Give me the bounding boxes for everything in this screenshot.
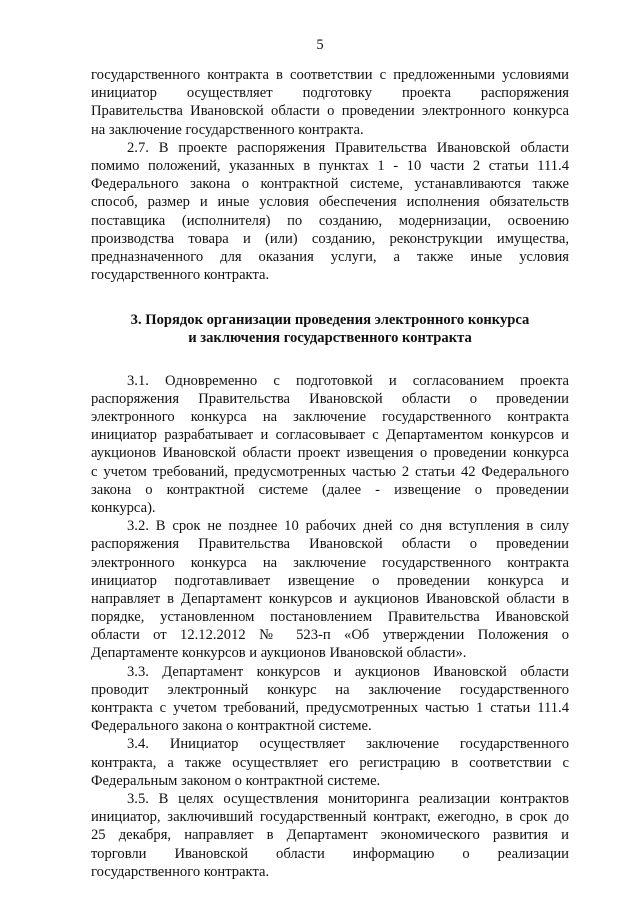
document-body xyxy=(91,66,569,881)
text-line: Федерального закона о контрактной системе, устанавливаются также xyxy=(91,176,569,193)
text-line: 3.3. Департамент конкурсов и аукционов Ивановской области xyxy=(127,663,569,680)
page-number: 5 xyxy=(316,37,324,53)
text-line: инициатор разрабатывает и согласовывает с Департаментом конкурсов и xyxy=(91,427,569,444)
text-line: контракта, а также осуществляет его регистрацию в соответствии с xyxy=(91,754,569,771)
text-line: 2.7. В проекте распоряжения Правительства Ивановской области xyxy=(127,139,569,156)
text-line: инициатор подготавливает извещение о проведении конкурса и xyxy=(91,572,569,589)
text-line: конкурса). xyxy=(91,499,156,516)
text-line: на заключение государственного контракта. xyxy=(91,121,364,138)
text-line: производства товара и (или) созданию, реконструкции имущества, xyxy=(91,230,569,247)
heading-line: и заключения государственного контракта xyxy=(188,330,472,347)
text-line: Департаменте конкурсов и аукционов Ивановской области». xyxy=(91,645,467,662)
text-line: помимо положений, указанных в пунктах 1 - 10 части 2 статьи 111.4 xyxy=(91,157,569,174)
section-heading xyxy=(91,311,569,347)
paragraph-3-4 xyxy=(91,735,569,790)
text-line: торговли Ивановской области информацию о реализации xyxy=(91,845,569,862)
text-line: аукционов Ивановской области проект извещения о проведении конкурса xyxy=(91,445,569,462)
text-line: электронного конкурса на заключение государственного контракта xyxy=(91,409,569,425)
text-line: проводит электронный конкурс на заключение государственного xyxy=(91,681,569,698)
heading-line: 3. Порядок организации проведения электронного конкурса xyxy=(130,312,530,329)
text-line: инициатор осуществляет подготовку проекта распоряжения xyxy=(91,85,569,102)
text-line: способ, размер и иные условия обеспечения исполнения обязательств xyxy=(91,194,569,211)
text-line: 25 декабря, направляет в Департамент экономического развития и xyxy=(91,827,569,844)
text-line: электронного конкурса на заключение государственного контракта xyxy=(91,554,569,571)
text-line: с учетом требований, предусмотренных частью 2 статьи 42 Федерального xyxy=(91,463,569,480)
text-line: инициатор, заключивший государственный контракт, ежегодно, в срок до xyxy=(91,809,569,826)
text-line: 3.5. В целях осуществления мониторинга реализации контрактов xyxy=(127,790,569,807)
text-line: поставщика (исполнителя) по созданию, модернизации, освоению xyxy=(91,212,569,229)
text-line: Федеральным законом о контрактной системе. xyxy=(91,772,381,789)
text-line: распоряжения Правительства Ивановской области о проведении xyxy=(91,536,569,553)
text-line: Федерального закона о контрактной системе. xyxy=(91,718,372,735)
text-line: 3.2. В срок не позднее 10 рабочих дней со дня вступления в силу xyxy=(127,518,569,535)
text-line: государственного контракта. xyxy=(91,267,270,284)
text-line: 3.4. Инициатор осуществляет заключение государственного xyxy=(127,736,569,753)
text-line: государственного контракта в соответствии с предложенными условиями xyxy=(91,67,569,83)
paragraph-3-2 xyxy=(91,517,569,663)
text-line: 3.1. Одновременно с подготовкой и согласованием проекта xyxy=(127,372,569,389)
text-line: области от 12.12.2012 № 523-п «Об утверждении Положения о xyxy=(91,627,569,644)
paragraph-3-5 xyxy=(91,790,569,881)
text-line: предназначенного для оказания услуги, а также иные условия xyxy=(91,248,569,265)
text-line: порядке, установленном постановлением Правительства Ивановской xyxy=(91,609,569,626)
text-line: Правительства Ивановской области о проведении электронного конкурса xyxy=(91,103,569,120)
paragraph-intro xyxy=(91,66,569,139)
text-line: контракта с учетом требований, предусмотренных частью 1 статьи 111.4 xyxy=(91,700,569,716)
paragraph-2-7 xyxy=(91,139,569,285)
text-line: закона о контрактной системе (далее - извещение о проведении xyxy=(91,481,569,498)
text-line: распоряжения Правительства Ивановской области о проведении xyxy=(91,390,569,407)
text-line: государственного контракта. xyxy=(91,863,270,880)
paragraph-3-3 xyxy=(91,663,569,736)
text-line: направляет в Департамент конкурсов и аукционов Ивановской области в xyxy=(91,590,569,607)
paragraph-3-1 xyxy=(91,372,569,518)
